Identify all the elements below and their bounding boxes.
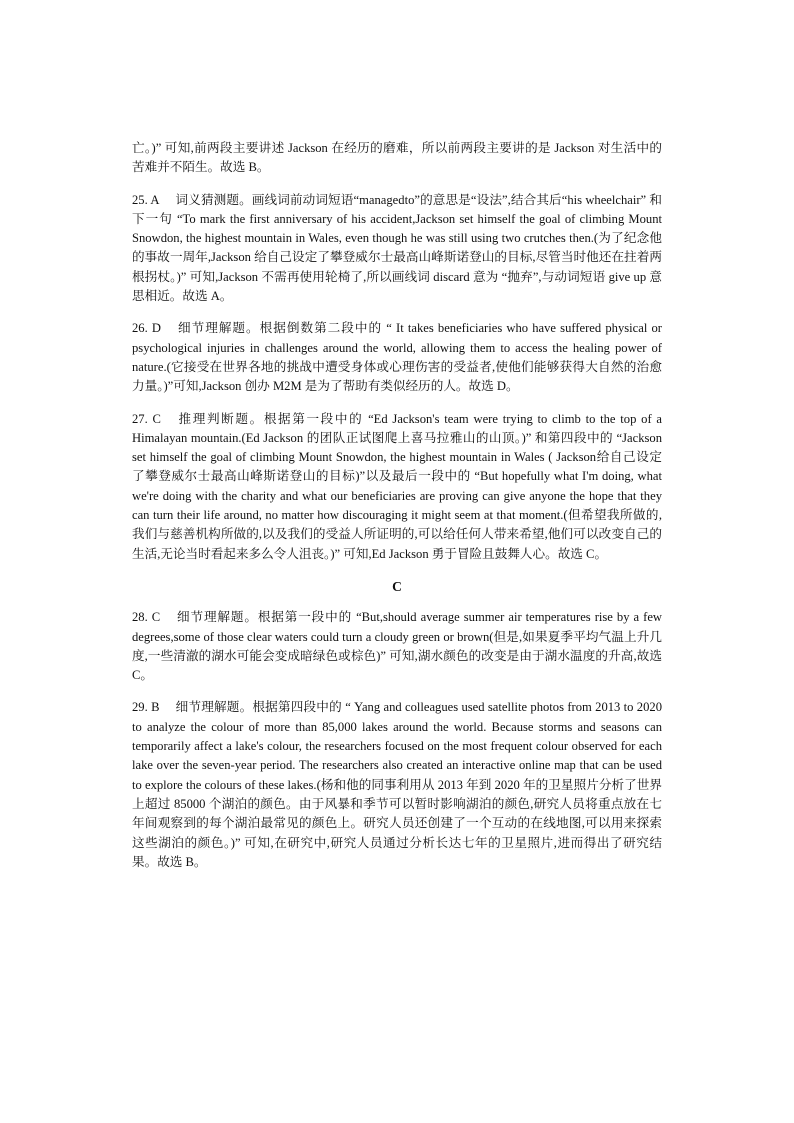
paragraph-text: 推理判断题。根据第一段中的 “Ed Jackson's team were trying to climb to the top of a Himalayan mountain.(Ed Jackson 的团队正试图爬上喜马拉雅山的山顶。)” 和第四段中的 “Jackson set himself the goal of climbing Mount Snowdon, the highest mountain in Wales ( Jackson给自己设定了攀登威尔士最高山峰斯诺登山的目标)”以及最后一段中的 “But hopefully what I'm doing, what we're doing with the charity and what our beneficiaries are proving can give anyone the hope that they can turn their life around, no matter how discouraging it might seem at that moment.(但希望我所做的,我们与慈善机构所做的,以及我们的受益人所证明的,可以给任何人带来希望,他们可以改变自己的生活,无论当时看起来多么令人沮丧。)” 可知,Ed Jackson 勇于冒险且鼓舞人心。故选 C。 xyxy=(132,411,662,561)
paragraph-text: 细节理解题。根据第四段中的 “ Yang and colleagues used satellite photos from 2013 to 2020 to analyze the colour of more than 85,000 lakes around the world. Because storms and seasons can temporarily affect a lake's colour, the researchers focused on the most frequent colour observed for each lake over the seven-year period. The researchers also created an interactive online map that can be used to explore the colours of these lakes.(杨和他的同事利用从 2013 年到 2020 年的卫星照片分析了世界上超过 85000 个湖泊的颜色。由于风暴和季节可以暂时影响湖泊的颜色,研究人员将重点放在七年间观察到的每个湖泊最常见的颜色上。研究人员还创建了一个互动的在线地图,可以用来探索这些湖泊的颜色。)” 可知,在研究中,研究人员通过分析长达七年的卫星照片,进而得出了研究结果。故选 B。 xyxy=(132,700,662,869)
answer-number: 29. B xyxy=(132,700,160,715)
answer-25 xyxy=(132,191,662,307)
paragraph-continuation xyxy=(132,139,662,178)
paragraph-text: 细节理解题。根据倒数第二段中的 “ It takes beneficiaries who have suffered physical or psychological injuries in challenges around the world, allowing them to access the healing power of nature.(它接受在世界各地的挑战中遭受身体或心理伤害的受益者,使他们能够获得大自然的治愈力量。)”可知,Jackson 创办 M2M 是为了帮助有类似经历的人。故选 D。 xyxy=(132,321,662,394)
answer-number: 25. A xyxy=(132,192,160,207)
answer-number: 26. D xyxy=(132,321,161,336)
paragraph-text: 词义猜测题。画线词前动词短语“managedto”的意思是“设法”,结合其后“his wheelchair” 和下一句 “To mark the first anniversary of his accident,Jackson set himself the goal of climbing Mount Snowdon, the highest mountain in Wales, even though he was still using two crutches then.(为了纪念他的事故一周年,Jackson 给自己设定了攀登威尔士最高山峰斯诺登山的目标,尽管当时他还在拄着两根拐杖。)” 可知,Jackson 不需再使用轮椅了,所以画线词 discard 意为 “抛弃”,与动词短语 give up 意思相近。故选 A。 xyxy=(132,192,663,304)
answer-26 xyxy=(132,319,662,396)
answer-29 xyxy=(132,698,662,872)
answer-27 xyxy=(132,410,662,564)
answer-number: 28. C xyxy=(132,610,161,625)
paragraph-text: 细节理解题。根据第一段中的 “But,should average summer air temperatures rise by a few degrees,some of those clear waters could turn a cloudy green or brown(但是,如果夏季平均气温上升几度,一些清澈的湖水可能会变成暗绿色或棕色)” 可知,湖水颜色的改变是由于湖水温度的升高,故选 C。 xyxy=(132,610,663,683)
answer-28 xyxy=(132,608,662,685)
answer-number: 27. C xyxy=(132,411,161,426)
answer-explanation-page xyxy=(132,139,662,885)
paragraph-text: 亡。)” 可知,前两段主要讲述 Jackson 在经历的磨难，所以前两段主要讲的是 Jackson 对生活中的苦难并不陌生。故选 B。 xyxy=(132,141,662,175)
section-heading: C xyxy=(392,578,402,594)
